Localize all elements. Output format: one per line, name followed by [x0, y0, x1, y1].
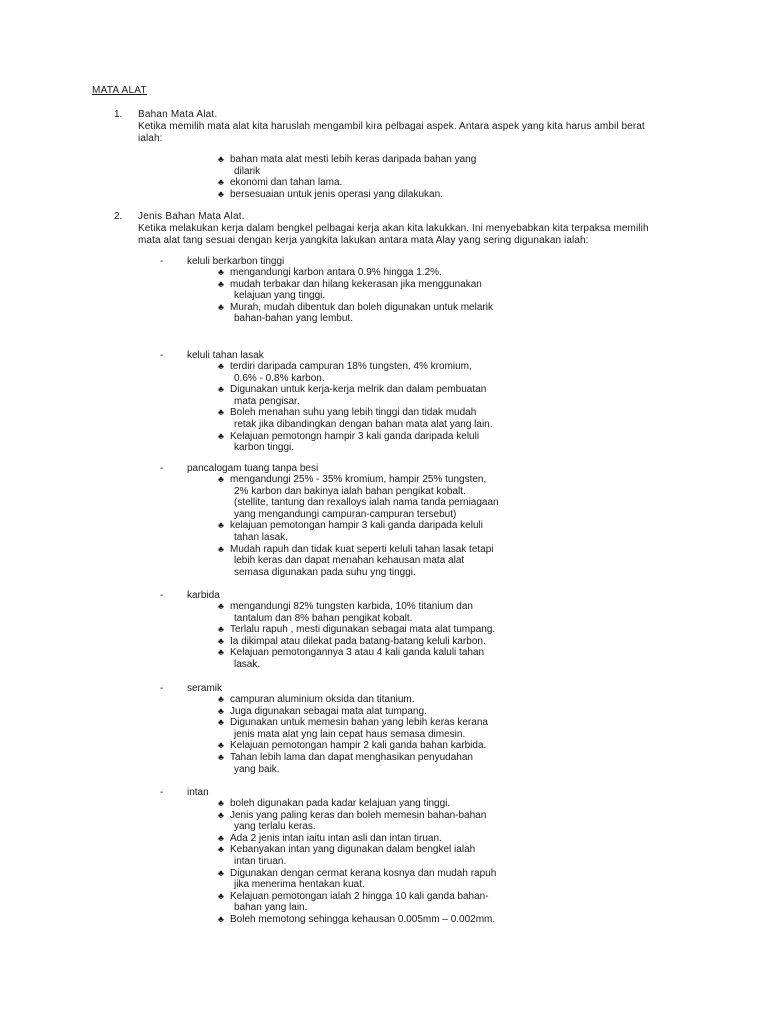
- list-item: [218, 706, 518, 718]
- list-dash: -: [160, 463, 164, 474]
- bullet-text: semasa digunakan pada suhu yng tinggi.: [234, 566, 416, 578]
- list-item: [218, 833, 518, 845]
- bullet-text: bersesuaian untuk jenis operasi yang dilakukan.: [230, 188, 443, 200]
- list-item: [218, 384, 518, 407]
- bullet-list: [218, 474, 518, 578]
- bullet-text: tahan lasak.: [234, 531, 288, 543]
- list-item: [218, 636, 518, 648]
- bullet-text: mengandungi karbon antara 0.9% hingga 1.2%.: [230, 267, 442, 278]
- paragraph-line: ialah:: [138, 132, 163, 144]
- club-bullet-icon: ♣: [218, 188, 224, 199]
- bullet-text: terdiri daripada campuran 18% tungsten, 4% kromium,: [230, 361, 472, 372]
- bullet-text: mengandungi 25% - 35% kromium, hampir 25% tungsten,: [230, 474, 487, 485]
- list-item: [218, 189, 518, 201]
- list-item: [218, 177, 518, 189]
- bullet-text: retak jika dibandingkan dengan bahan mata alat yang lain.: [234, 418, 493, 430]
- club-bullet-icon: ♣: [218, 520, 224, 531]
- club-bullet-icon: ♣: [218, 154, 224, 164]
- list-item: [218, 361, 518, 384]
- club-bullet-icon: ♣: [218, 717, 224, 728]
- list-dash: -: [160, 256, 164, 267]
- bullet-text: lebih keras dan dapat menahan kehausan mata alat: [234, 555, 465, 567]
- club-bullet-icon: ♣: [218, 798, 224, 808]
- list-item: [218, 431, 518, 454]
- bullet-text: Ada 2 jenis intan iaitu intan asli dan intan tiruan.: [230, 832, 442, 844]
- bullet-list: [218, 798, 518, 926]
- bullet-text: lasak.: [234, 658, 261, 670]
- club-bullet-icon: ♣: [218, 751, 224, 762]
- bullet-text: Ia dikimpal atau dilekat pada batang-batang keluli karbon.: [230, 635, 486, 647]
- club-bullet-icon: ♣: [218, 407, 224, 418]
- bullet-text: Kelajuan pemotongan ialah 2 hingga 10 kali ganda bahan-: [230, 890, 489, 902]
- list-item: [218, 752, 518, 775]
- club-bullet-icon: ♣: [218, 867, 224, 878]
- list-item: [218, 601, 518, 624]
- bullet-text: mudah terbakar dan hilang kekerasan jika menggunakan: [230, 278, 482, 290]
- bullet-text: jenis mata alat yng lain cepat haus semasa dimesin.: [234, 728, 466, 740]
- list-item: [218, 868, 518, 891]
- list-item: [218, 302, 518, 325]
- material-label: pancalogam tuang tanpa besi: [187, 463, 319, 474]
- club-bullet-icon: ♣: [218, 474, 224, 484]
- list-item: [218, 798, 518, 810]
- bullet-text: bahan yang lain.: [234, 902, 308, 914]
- bullet-text: Boleh menahan suhu yang lebih tinggi dan tidak mudah: [230, 407, 477, 419]
- list-dash: -: [160, 350, 164, 361]
- document-title: MATA ALAT: [92, 85, 147, 96]
- paragraph-line: Ketika melakukan kerja dalam bengkel pelbagai kerja akan kita lakukkan. Ini menyebabkan kita terpaksa memilih: [138, 223, 649, 234]
- list-item: [218, 474, 518, 520]
- bullet-text: Digunakan untuk kerja-kerja melrik dan dalam pembuatan: [230, 384, 487, 396]
- bullet-list: [218, 361, 518, 454]
- club-bullet-icon: ♣: [218, 384, 224, 395]
- bullet-text: Mudah rapuh dan tidak kuat seperti keluli tahan lasak tetapi: [230, 543, 494, 555]
- bullet-text: boleh digunakan pada kadar kelajuan yang tinggi.: [230, 798, 451, 809]
- paragraph-line: Ketika memilih mata alat kita haruslah mengambil kira pelbagai aspek. Antara aspek yang kita harus ambil berat: [138, 121, 645, 132]
- club-bullet-icon: ♣: [218, 635, 224, 646]
- paragraph-line: mata alat tang sesuai dengan kerja yangkita lakukan antara mata Alay yang sering digunakan ialah:: [138, 234, 589, 246]
- club-bullet-icon: ♣: [218, 267, 224, 277]
- material-label: keluli berkarbon tinggi: [187, 256, 285, 267]
- club-bullet-icon: ♣: [218, 740, 224, 751]
- list-item: [218, 891, 518, 914]
- list-item: [218, 844, 518, 867]
- bullet-text: campuran aluminium oksida dan titanium.: [230, 694, 415, 705]
- club-bullet-icon: ♣: [218, 278, 224, 289]
- club-bullet-icon: ♣: [218, 844, 224, 855]
- list-item: [218, 267, 518, 279]
- material-label: karbida: [187, 590, 220, 601]
- bullet-text: karbon tinggi.: [234, 442, 295, 454]
- bullet-text: (stellite, tantung dan rexalloys ialah nama tanda perniagaan: [234, 497, 499, 509]
- bullet-text: bahan mata alat mesti lebih keras daripada bahan yang: [230, 154, 477, 165]
- club-bullet-icon: ♣: [218, 913, 224, 924]
- list-item: [218, 544, 518, 579]
- club-bullet-icon: ♣: [218, 809, 224, 820]
- club-bullet-icon: ♣: [218, 694, 224, 704]
- bullet-list: [218, 154, 518, 200]
- club-bullet-icon: ♣: [218, 361, 224, 371]
- list-item: [218, 914, 518, 926]
- list-dash: -: [160, 683, 164, 694]
- list-item: [218, 740, 518, 752]
- bullet-text: Kelajuan pemotongn hampir 3 kali ganda daripada keluli: [230, 430, 480, 442]
- bullet-text: Juga digunakan sebagai mata alat tumpang.: [230, 705, 427, 717]
- material-label: intan: [187, 787, 209, 798]
- bullet-text: intan tiruan.: [234, 855, 287, 867]
- list-dash: -: [160, 590, 164, 601]
- club-bullet-icon: ♣: [218, 601, 224, 611]
- list-item: [218, 154, 518, 177]
- bullet-text: Boleh memotong sehingga kehausan 0.005mm – 0.002mm.: [230, 913, 496, 925]
- section-heading: Bahan Mata Alat.: [138, 109, 218, 120]
- bullet-text: Murah, mudah dibentuk dan boleh digunakan untuk melarik: [230, 301, 493, 313]
- bullet-text: yang mengandungi campuran-campuran tersebut): [234, 508, 457, 520]
- bullet-text: ekonomi dan tahan lama.: [230, 177, 343, 189]
- list-item: [218, 810, 518, 833]
- bullet-text: mata pengisar.: [234, 395, 300, 407]
- bullet-list: [218, 601, 518, 671]
- material-label: keluli tahan lasak: [187, 350, 264, 361]
- bullet-text: kelajuan yang tinggi.: [234, 290, 326, 302]
- club-bullet-icon: ♣: [218, 430, 224, 441]
- bullet-text: Digunakan untuk memesin bahan yang lebih keras kerana: [230, 717, 488, 729]
- club-bullet-icon: ♣: [218, 177, 224, 188]
- bullet-text: Kelajuan pemotongan hampir 2 kali ganda bahan karbida.: [230, 740, 487, 752]
- bullet-list: [218, 694, 518, 775]
- bullet-list: [218, 267, 518, 325]
- bullet-text: bahan-bahan yang lembut.: [234, 313, 353, 325]
- club-bullet-icon: ♣: [218, 890, 224, 901]
- club-bullet-icon: ♣: [218, 624, 224, 635]
- bullet-text: yang baik.: [234, 763, 280, 775]
- bullet-text: 2% karbon dan bakinya ialah bahan pengikat kobalt.: [234, 485, 466, 497]
- bullet-text: mengandungi 82% tungsten karbida, 10% titanium dan: [230, 601, 473, 612]
- bullet-text: Jenis yang paling keras dan boleh memesin bahan-bahan: [230, 809, 487, 821]
- list-dash: -: [160, 787, 164, 798]
- club-bullet-icon: ♣: [218, 832, 224, 843]
- section-heading: Jenis Bahan Mata Alat.: [138, 211, 245, 222]
- list-item: [218, 279, 518, 302]
- bullet-text: kelajuan pemotongan hampir 3 kali ganda daripada keluli: [230, 520, 483, 532]
- list-item: [218, 717, 518, 740]
- list-item: [218, 624, 518, 636]
- list-item: [218, 520, 518, 543]
- bullet-text: yang terlalu keras.: [234, 821, 316, 833]
- section-paragraph: [138, 223, 658, 246]
- bullet-text: Terlalu rapuh , mesti digunakan sebagai mata alat tumpang.: [230, 624, 496, 636]
- bullet-text: Tahan lebih lama dan dapat menghasikan penyudahan: [230, 751, 473, 763]
- bullet-text: Digunakan dengan cermat kerana kosnya dan mudah rapuh: [230, 867, 497, 879]
- bullet-text: Kelajuan pemotongannya 3 atau 4 kali ganda kaluli tahan: [230, 647, 485, 659]
- club-bullet-icon: ♣: [218, 543, 224, 554]
- bullet-text: 0.6% - 0.8% karbon.: [234, 372, 325, 384]
- list-item: [218, 694, 518, 706]
- section-number: 1.: [114, 109, 123, 120]
- bullet-text: Kebanyakan intan yang digunakan dalam bengkel ialah: [230, 844, 476, 856]
- bullet-text: dilarik: [234, 165, 261, 177]
- material-label: seramik: [187, 683, 223, 694]
- club-bullet-icon: ♣: [218, 647, 224, 658]
- list-item: [218, 407, 518, 430]
- section-paragraph: [138, 121, 658, 144]
- list-item: [218, 647, 518, 670]
- bullet-text: tantalum dan 8% bahan pengikat kobalt.: [234, 612, 413, 624]
- club-bullet-icon: ♣: [218, 705, 224, 716]
- section-number: 2.: [114, 211, 123, 222]
- club-bullet-icon: ♣: [218, 301, 224, 312]
- bullet-text: jika menerima hentakan kuat.: [234, 879, 365, 891]
